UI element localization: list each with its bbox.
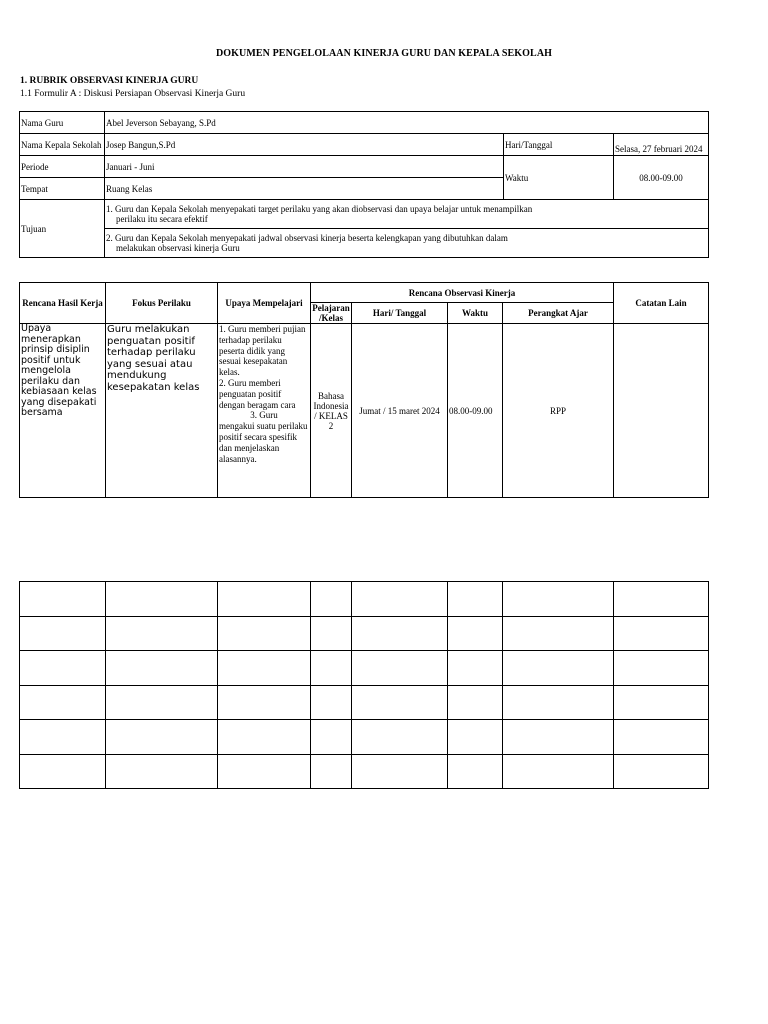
empty-cell bbox=[614, 582, 709, 617]
empty-row bbox=[20, 616, 709, 651]
subsection-heading: 1.1 Formulir A : Diskusi Persiapan Observasi Kinerja Guru bbox=[20, 89, 246, 99]
empty-cell bbox=[20, 582, 106, 617]
empty-cell bbox=[106, 651, 218, 686]
empty-cell bbox=[614, 616, 709, 651]
empty-cell bbox=[503, 651, 614, 686]
empty-cell bbox=[20, 651, 106, 686]
empty-cell bbox=[352, 685, 448, 720]
empty-cell bbox=[614, 685, 709, 720]
tujuan-1-line-1: 1. Guru dan Kepala Sekolah menyepakati target perilaku yang akan diobservasi dan upaya belajar untuk menampilkan bbox=[106, 204, 533, 214]
empty-row bbox=[20, 651, 709, 686]
empty-cell bbox=[352, 720, 448, 755]
empty-cell bbox=[106, 720, 218, 755]
tujuan-2-line-1: 2. Guru dan Kepala Sekolah menyepakati jadwal observasi kinerja beserta kelengkapan yang dibutuhkan dalam bbox=[106, 233, 508, 243]
header-fokus-perilaku: Fokus Perilaku bbox=[106, 283, 218, 324]
hari-tanggal-label: Hari/Tanggal bbox=[504, 134, 614, 156]
empty-cell bbox=[106, 754, 218, 789]
empty-cell bbox=[448, 754, 503, 789]
empty-cell bbox=[503, 754, 614, 789]
nama-kepala-value: Josep Bangun,S.Pd bbox=[105, 134, 504, 156]
header-kelas: /Kelas bbox=[319, 313, 343, 323]
periode-label: Periode bbox=[20, 156, 105, 178]
empty-cell bbox=[448, 616, 503, 651]
empty-cell bbox=[311, 754, 352, 789]
empty-cell bbox=[218, 754, 311, 789]
empty-cell bbox=[352, 754, 448, 789]
hari-tanggal-value: Selasa, 27 februari 2024 bbox=[614, 134, 709, 156]
empty-cell bbox=[311, 582, 352, 617]
empty-cell bbox=[503, 720, 614, 755]
empty-cell bbox=[20, 754, 106, 789]
upaya-item-3-rest: mengakui suatu perilaku positif secara spesifik dan menjelaskan alasannya. bbox=[219, 421, 308, 464]
empty-row bbox=[20, 720, 709, 755]
header-pelajaran: Pelajaran bbox=[312, 303, 350, 313]
cell-fokus-perilaku: Guru melakukan penguatan positif terhadap perilaku yang sesuai atau mendukung kesepakatan kelas bbox=[106, 324, 218, 498]
nama-guru-value: Abel Jeverson Sebayang, S.Pd bbox=[105, 112, 709, 134]
waktu-label: Waktu bbox=[504, 156, 614, 200]
empty-row bbox=[20, 685, 709, 720]
empty-cell bbox=[503, 616, 614, 651]
header-catatan-lain: Catatan Lain bbox=[614, 283, 709, 324]
empty-cell bbox=[448, 685, 503, 720]
periode-value: Januari - Juni bbox=[105, 156, 504, 178]
empty-cell bbox=[448, 651, 503, 686]
cell-rencana-hasil-kerja: Upaya menerapkan prinsip disiplin positif untuk mengelola perilaku dan kebiasaan kelas yang disepakati bersama bbox=[20, 324, 106, 498]
cell-perangkat-ajar: RPP bbox=[503, 324, 614, 498]
empty-table bbox=[19, 581, 709, 789]
empty-cell bbox=[311, 651, 352, 686]
plan-table bbox=[19, 282, 709, 498]
empty-cell bbox=[218, 651, 311, 686]
empty-cell bbox=[218, 685, 311, 720]
header-waktu: Waktu bbox=[448, 303, 503, 324]
cell-hari-tanggal: Jumat / 15 maret 2024 bbox=[352, 324, 448, 498]
cell-pelajaran-kelas: Bahasa Indonesia / KELAS 2 bbox=[311, 324, 352, 498]
empty-cell bbox=[311, 720, 352, 755]
tujuan-label: Tujuan bbox=[20, 200, 105, 258]
cell-waktu: 08.00-09.00 bbox=[448, 324, 503, 498]
empty-cell bbox=[20, 616, 106, 651]
empty-cell bbox=[218, 616, 311, 651]
empty-cell bbox=[106, 582, 218, 617]
empty-cell bbox=[352, 582, 448, 617]
empty-cell bbox=[106, 685, 218, 720]
empty-cell bbox=[614, 754, 709, 789]
cell-upaya-mempelajari bbox=[218, 324, 311, 498]
cell-catatan-lain bbox=[614, 324, 709, 498]
nama-guru-label: Nama Guru bbox=[20, 112, 105, 134]
empty-cell bbox=[311, 685, 352, 720]
info-table bbox=[19, 111, 709, 258]
empty-cell bbox=[20, 685, 106, 720]
nama-kepala-label: Nama Kepala Sekolah bbox=[20, 134, 105, 156]
waktu-value: 08.00-09.00 bbox=[614, 156, 709, 200]
tempat-value: Ruang Kelas bbox=[105, 178, 504, 200]
tempat-label: Tempat bbox=[20, 178, 105, 200]
upaya-item-1: 1. Guru memberi pujian terhadap perilaku peserta didik yang sesuai kesepakatan kelas. bbox=[219, 324, 306, 378]
empty-cell bbox=[20, 720, 106, 755]
empty-cell bbox=[218, 582, 311, 617]
section-heading: 1. RUBRIK OBSERVASI KINERJA GURU bbox=[20, 76, 199, 86]
header-perangkat-ajar: Perangkat Ajar bbox=[503, 303, 614, 324]
tujuan-item-1 bbox=[105, 200, 709, 229]
empty-cell bbox=[448, 720, 503, 755]
empty-cell bbox=[614, 720, 709, 755]
header-upaya-mempelajari: Upaya Mempelajari bbox=[218, 283, 311, 324]
empty-cell bbox=[503, 685, 614, 720]
tujuan-2-line-2: melakukan observasi kinerja Guru bbox=[116, 243, 240, 253]
empty-cell bbox=[352, 616, 448, 651]
empty-cell bbox=[106, 616, 218, 651]
document-title: DOKUMEN PENGELOLAAN KINERJA GURU DAN KEPALA SEKOLAH bbox=[215, 48, 553, 59]
header-rencana-observasi: Rencana Observasi Kinerja bbox=[311, 283, 614, 303]
empty-cell bbox=[503, 582, 614, 617]
empty-cell bbox=[614, 651, 709, 686]
tujuan-item-2 bbox=[105, 229, 709, 258]
upaya-item-2: 2. Guru memberi penguatan positif dengan beragam cara bbox=[219, 377, 296, 410]
empty-row bbox=[20, 754, 709, 789]
header-pelajaran-kelas bbox=[311, 303, 352, 324]
header-hari-tanggal: Hari/ Tanggal bbox=[352, 303, 448, 324]
empty-cell bbox=[218, 720, 311, 755]
empty-cell bbox=[311, 616, 352, 651]
tujuan-1-line-2: perilaku itu secara efektif bbox=[116, 214, 208, 224]
empty-cell bbox=[352, 651, 448, 686]
upaya-item-3-head: 3. Guru bbox=[250, 410, 278, 421]
empty-cell bbox=[448, 582, 503, 617]
header-rencana-hasil-kerja: Rencana Hasil Kerja bbox=[20, 283, 106, 324]
empty-row bbox=[20, 582, 709, 617]
